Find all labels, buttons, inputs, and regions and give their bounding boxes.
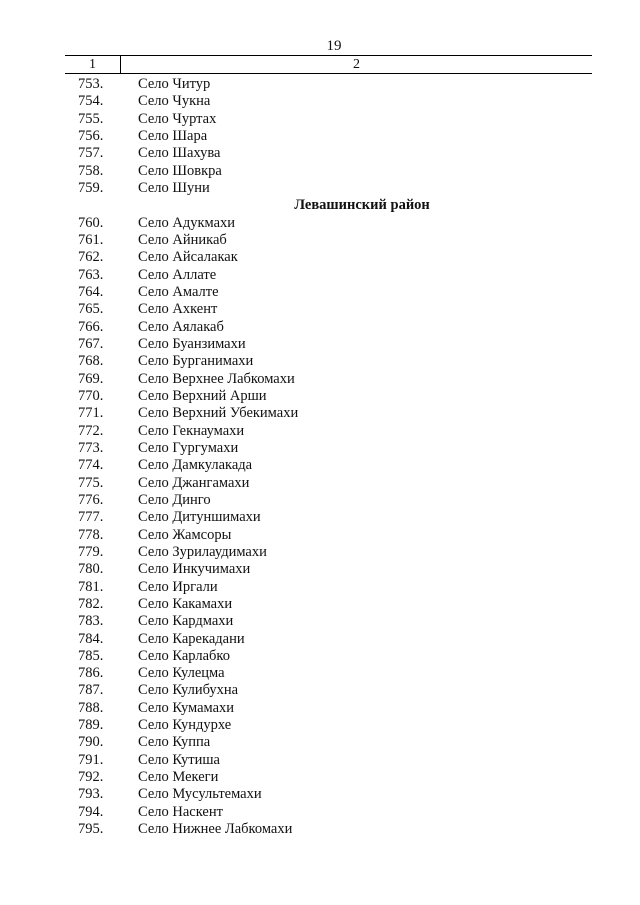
settlement-name: Село Нижнее Лабкомахи bbox=[138, 821, 293, 838]
settlement-name: Село Кулецма bbox=[138, 665, 225, 682]
row-number: 786. bbox=[78, 665, 104, 682]
settlement-name: Село Ахкент bbox=[138, 301, 218, 318]
table-row bbox=[0, 492, 640, 509]
row-number: 753. bbox=[78, 76, 104, 92]
settlement-name: Село Шара bbox=[138, 127, 208, 144]
row-number: 788. bbox=[78, 699, 104, 716]
table-row bbox=[0, 267, 640, 284]
table-row bbox=[0, 440, 640, 457]
table-row bbox=[0, 145, 640, 162]
table-row bbox=[0, 111, 640, 128]
row-number: 774. bbox=[78, 457, 104, 474]
row-number: 754. bbox=[78, 93, 104, 110]
row-number: 765. bbox=[78, 301, 104, 318]
row-number: 758. bbox=[78, 162, 104, 179]
settlement-name: Село Кулибухна bbox=[138, 682, 239, 699]
table-row bbox=[0, 405, 640, 422]
row-number: 778. bbox=[78, 526, 104, 543]
column-header-number: 1 bbox=[65, 56, 121, 73]
table-row bbox=[0, 717, 640, 734]
settlement-name: Село Дитуншимахи bbox=[138, 509, 261, 526]
settlement-name: Село Адукмахи bbox=[138, 214, 236, 231]
table-row bbox=[0, 76, 640, 93]
table-row bbox=[0, 128, 640, 145]
settlement-name: Село Мекеги bbox=[138, 769, 219, 786]
settlement-name: Село Мусультемахи bbox=[138, 786, 262, 803]
table-row bbox=[0, 336, 640, 353]
table-row bbox=[0, 371, 640, 388]
table-row bbox=[0, 509, 640, 526]
settlement-name: Село Читур bbox=[138, 76, 211, 92]
table-row bbox=[0, 786, 640, 803]
settlement-name: Село Буанзимахи bbox=[138, 335, 246, 352]
row-number: 781. bbox=[78, 578, 104, 595]
row-number: 766. bbox=[78, 318, 104, 335]
settlement-name: Село Аялакаб bbox=[138, 318, 224, 335]
table-row bbox=[0, 648, 640, 665]
table-row bbox=[0, 301, 640, 318]
settlement-name: Село Джангамахи bbox=[138, 474, 250, 491]
row-number: 762. bbox=[78, 249, 104, 266]
row-number: 794. bbox=[78, 803, 104, 820]
settlement-name: Село Наскент bbox=[138, 803, 223, 820]
table-row bbox=[0, 804, 640, 821]
table-row bbox=[0, 734, 640, 751]
row-number: 757. bbox=[78, 145, 104, 162]
settlement-name: Село Гекнаумахи bbox=[138, 422, 245, 439]
row-number: 763. bbox=[78, 266, 104, 283]
settlement-name: Село Дамкулакада bbox=[138, 457, 253, 474]
table-row bbox=[0, 682, 640, 699]
table-row bbox=[0, 475, 640, 492]
row-number: 771. bbox=[78, 405, 104, 422]
settlement-name: Село Карекадани bbox=[138, 630, 245, 647]
table-row bbox=[0, 457, 640, 474]
settlement-name: Село Чукна bbox=[138, 93, 211, 110]
row-number: 785. bbox=[78, 647, 104, 664]
table-row bbox=[0, 561, 640, 578]
row-number: 780. bbox=[78, 561, 104, 578]
settlement-list bbox=[0, 76, 640, 838]
settlement-name: Село Чуртах bbox=[138, 110, 217, 127]
settlement-name: Село Аллате bbox=[138, 266, 217, 283]
row-number: 764. bbox=[78, 283, 104, 300]
row-number: 779. bbox=[78, 543, 104, 560]
row-number: 775. bbox=[78, 474, 104, 491]
row-number: 787. bbox=[78, 682, 104, 699]
settlement-name: Село Шуни bbox=[138, 179, 210, 196]
row-number: 756. bbox=[78, 127, 104, 144]
table-row bbox=[0, 596, 640, 613]
settlement-name: Село Кумамахи bbox=[138, 699, 235, 716]
row-number: 777. bbox=[78, 509, 104, 526]
settlement-name: Село Кардмахи bbox=[138, 613, 234, 630]
settlement-name: Село Инкучимахи bbox=[138, 561, 251, 578]
table-row bbox=[0, 700, 640, 717]
table-row bbox=[0, 613, 640, 630]
settlement-name: Село Иргали bbox=[138, 578, 218, 595]
settlement-name: Село Бурганимахи bbox=[138, 353, 254, 370]
section-heading-district: Левашинский район bbox=[294, 197, 430, 214]
table-row bbox=[0, 180, 640, 197]
row-number: 795. bbox=[78, 821, 104, 838]
table-row bbox=[0, 544, 640, 561]
table-row bbox=[0, 319, 640, 336]
table-row bbox=[0, 93, 640, 110]
table-row bbox=[0, 631, 640, 648]
settlement-name: Село Динго bbox=[138, 491, 211, 508]
table-row bbox=[0, 388, 640, 405]
settlement-name: Село Зурилаудимахи bbox=[138, 543, 267, 560]
row-number: 761. bbox=[78, 231, 104, 248]
page-number: 19 bbox=[326, 38, 342, 54]
settlement-name: Село Айсалакак bbox=[138, 249, 238, 266]
table-row bbox=[0, 579, 640, 596]
settlement-name: Село Шовкра bbox=[138, 162, 222, 179]
settlement-name: Село Верхний Убекимахи bbox=[138, 405, 299, 422]
row-number: 790. bbox=[78, 734, 104, 751]
row-number: 784. bbox=[78, 630, 104, 647]
table-row bbox=[0, 232, 640, 249]
table-row bbox=[0, 215, 640, 232]
settlement-name: Село Карлабко bbox=[138, 647, 230, 664]
row-number: 792. bbox=[78, 769, 104, 786]
settlement-name: Село Куппа bbox=[138, 734, 211, 751]
settlement-name: Село Жамсоры bbox=[138, 526, 232, 543]
row-number: 773. bbox=[78, 439, 104, 456]
table-header bbox=[65, 55, 592, 74]
table-row bbox=[0, 821, 640, 838]
table-row bbox=[0, 423, 640, 440]
row-number: 768. bbox=[78, 353, 104, 370]
table-row bbox=[0, 665, 640, 682]
column-header-name: 2 bbox=[353, 57, 360, 72]
row-number: 791. bbox=[78, 751, 104, 768]
row-number: 767. bbox=[78, 335, 104, 352]
settlement-name: Село Кутиша bbox=[138, 751, 220, 768]
row-number: 755. bbox=[78, 110, 104, 127]
settlement-name: Село Шахува bbox=[138, 145, 221, 162]
table-row bbox=[0, 527, 640, 544]
settlement-name: Село Амалте bbox=[138, 283, 219, 300]
row-number: 789. bbox=[78, 717, 104, 734]
table-row bbox=[0, 284, 640, 301]
settlement-name: Село Верхний Арши bbox=[138, 387, 267, 404]
row-number: 769. bbox=[78, 370, 104, 387]
settlement-name: Село Кундурхе bbox=[138, 717, 232, 734]
table-row bbox=[0, 769, 640, 786]
row-number: 770. bbox=[78, 387, 104, 404]
row-number: 782. bbox=[78, 595, 104, 612]
settlement-name: Село Гургумахи bbox=[138, 439, 239, 456]
row-number: 783. bbox=[78, 613, 104, 630]
row-number: 776. bbox=[78, 491, 104, 508]
row-number: 772. bbox=[78, 422, 104, 439]
table-row bbox=[0, 353, 640, 370]
row-number: 793. bbox=[78, 786, 104, 803]
row-number: 759. bbox=[78, 179, 104, 196]
table-row bbox=[0, 752, 640, 769]
row-number: 760. bbox=[78, 214, 104, 231]
settlement-name: Село Айникаб bbox=[138, 231, 227, 248]
table-row bbox=[0, 163, 640, 180]
table-row bbox=[0, 249, 640, 266]
settlement-name: Село Какамахи bbox=[138, 595, 233, 612]
settlement-name: Село Верхнее Лабкомахи bbox=[138, 370, 295, 387]
